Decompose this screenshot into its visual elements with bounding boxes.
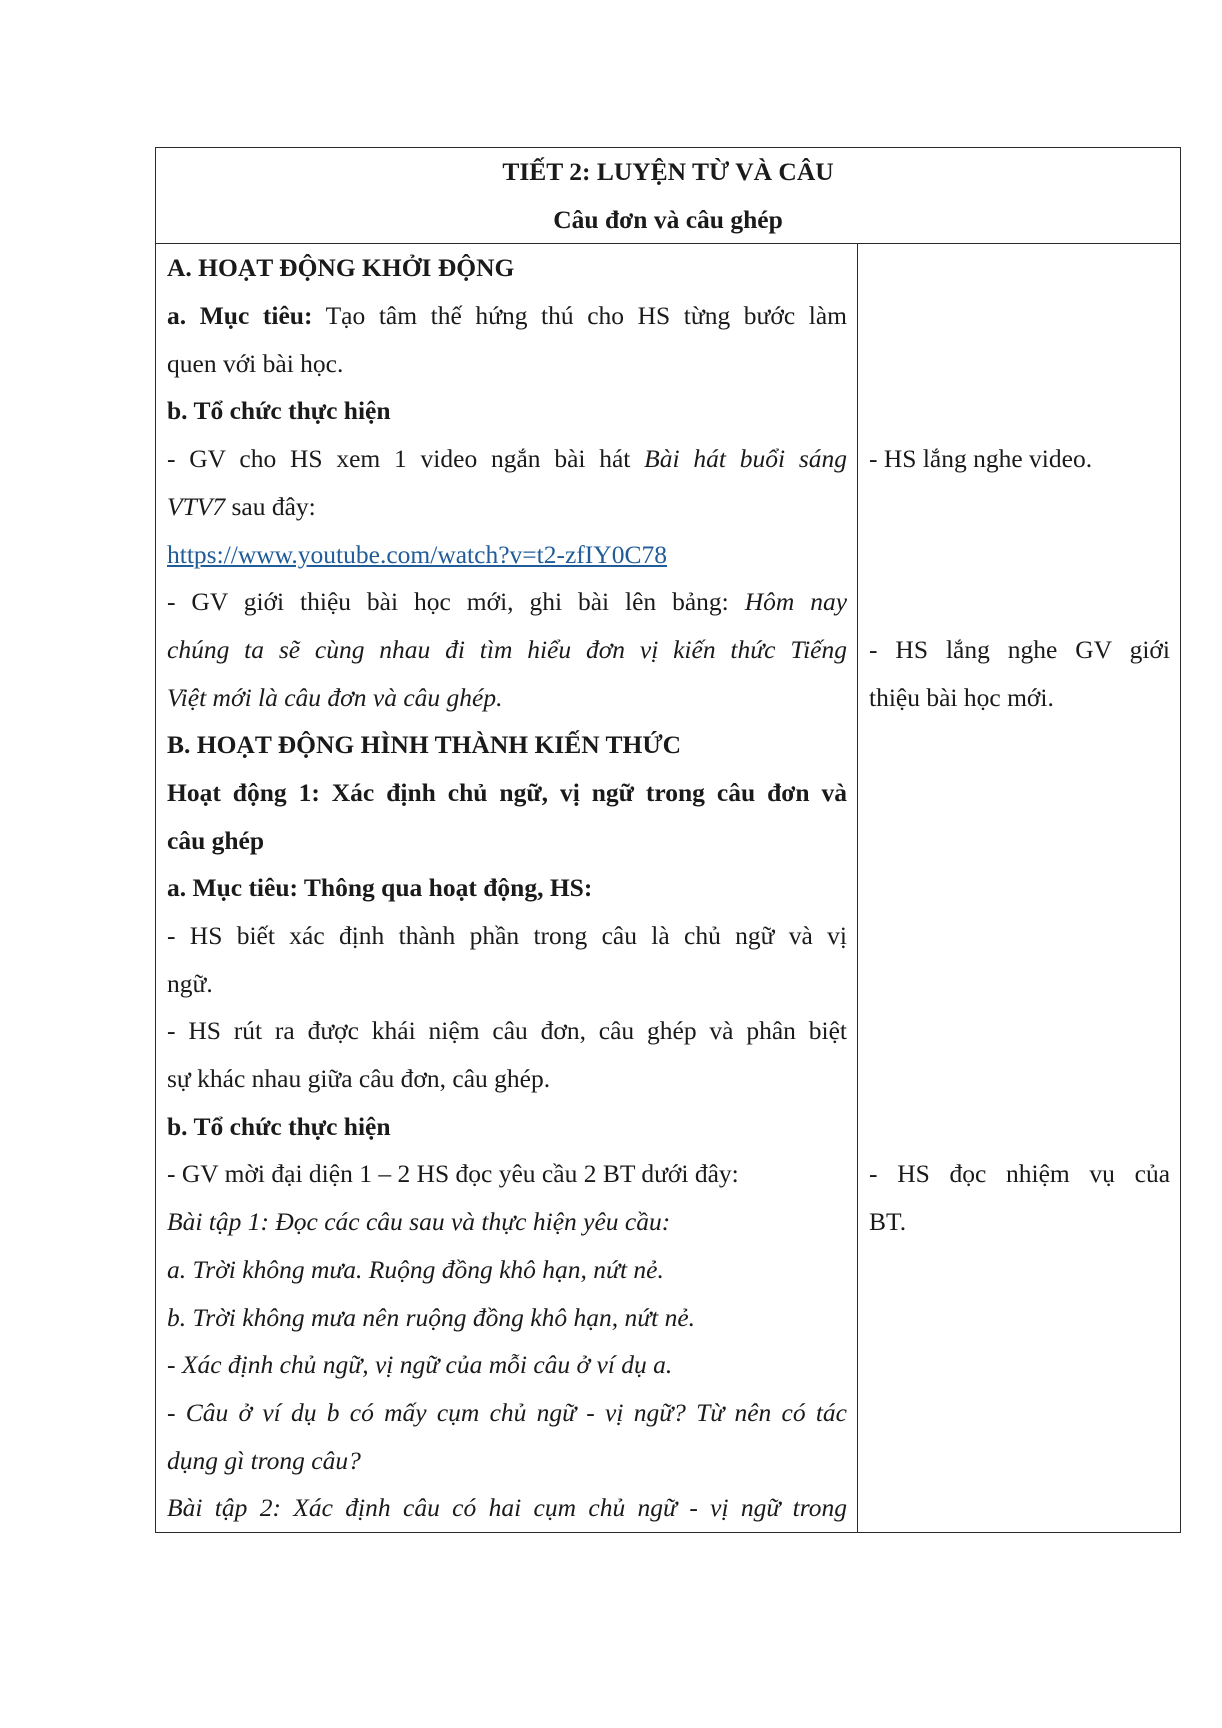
video-song-title-2: VTV7 bbox=[167, 491, 226, 521]
lesson-subtitle: Câu đơn và câu ghép bbox=[553, 204, 783, 234]
video-intro-2: sau đây: bbox=[225, 491, 316, 521]
video-line-1 bbox=[167, 435, 847, 483]
video-intro-1: - GV cho HS xem 1 video ngắn bài hát bbox=[167, 444, 645, 474]
section-a-title: A. HOẠT ĐỘNG KHỞI ĐỘNG bbox=[167, 253, 515, 283]
student-read-task-2: BT. bbox=[869, 1207, 907, 1237]
intro-italic-2: chúng ta sẽ cùng nhau đi tìm hiểu đơn vị kiến thức Tiếng bbox=[167, 634, 847, 664]
exercise1-title: Bài tập 1: Đọc các câu sau và thực hiện yêu cầu: bbox=[167, 1207, 671, 1237]
section-b-title: B. HOẠT ĐỘNG HÌNH THÀNH KIẾN THỨC bbox=[167, 730, 682, 760]
goal-line-1 bbox=[167, 292, 847, 340]
video-line-2 bbox=[167, 483, 847, 531]
student-listen-intro-2: thiệu bài học mới. bbox=[869, 682, 1054, 712]
goal-point1-2: ngữ. bbox=[167, 968, 213, 998]
intro-italic-3: Việt mới là câu đơn và câu ghép. bbox=[167, 682, 503, 712]
intro-line-1 bbox=[167, 578, 847, 626]
exercise1-question-1: - Xác định chủ ngữ, vị ngữ của mỗi câu ở ví dụ a. bbox=[167, 1350, 673, 1380]
student-activity-column bbox=[858, 244, 1181, 1533]
exercise1-question-2b: dụng gì trong câu? bbox=[167, 1445, 361, 1475]
activity1-goal: a. Mục tiêu: Thông qua hoạt động, HS: bbox=[167, 873, 593, 903]
student-read-task-1: - HS đọc nhiệm vụ của bbox=[869, 1159, 1171, 1189]
org-title-2: b. Tổ chức thực hiện bbox=[167, 1111, 391, 1141]
exercise2-title: Bài tập 2: Xác định câu có hai cụm chủ ngữ - vị ngữ trong bbox=[167, 1493, 847, 1523]
exercise1-item-b: b. Trời không mưa nên ruộng đồng khô hạn, nứt nẻ. bbox=[167, 1302, 696, 1332]
goal-point1-1: - HS biết xác định thành phần trong câu là chủ ngữ và vị bbox=[167, 921, 847, 951]
teacher-activity-column bbox=[156, 244, 858, 1533]
student-watch-video: - HS lắng nghe video. bbox=[869, 444, 1093, 474]
goal-point2-2: sự khác nhau giữa câu đơn, câu ghép. bbox=[167, 1064, 551, 1094]
lesson-plan-table bbox=[155, 147, 1181, 1533]
goal-text-2: quen với bài học. bbox=[167, 348, 344, 378]
video-link[interactable]: https://www.youtube.com/watch?v=t2-zfIY0C78 bbox=[167, 539, 667, 569]
goal-label: a. Mục tiêu: bbox=[167, 301, 313, 331]
activity1-title-1: Hoạt động 1: Xác định chủ ngữ, vị ngữ trong câu đơn và bbox=[167, 777, 847, 807]
lesson-title: TIẾT 2: LUYỆN TỪ VÀ CÂU bbox=[502, 157, 834, 186]
invite-text: - GV mời đại diện 1 – 2 HS đọc yêu cầu 2 BT dưới đây: bbox=[167, 1159, 739, 1189]
student-listen-intro-1: - HS lắng nghe GV giới bbox=[869, 634, 1171, 664]
activity1-title-2: câu ghép bbox=[167, 825, 265, 855]
exercise1-question-2a: - Câu ở ví dụ b có mấy cụm chủ ngữ - vị ngữ? Từ nên có tác bbox=[167, 1397, 847, 1427]
video-song-title-1: Bài hát buổi sáng bbox=[644, 444, 847, 474]
table-header-row bbox=[156, 148, 1181, 244]
goal-point2-1: - HS rút ra được khái niệm câu đơn, câu ghép và phân biệt bbox=[167, 1016, 847, 1046]
exercise1-item-a: a. Trời không mưa. Ruộng đồng khô hạn, nứt nẻ. bbox=[167, 1254, 664, 1284]
content-row bbox=[156, 244, 1181, 1533]
intro-text-1: - GV giới thiệu bài học mới, ghi bài lên bảng: bbox=[167, 587, 745, 617]
org-title-1: b. Tổ chức thực hiện bbox=[167, 396, 391, 426]
video-link-line bbox=[167, 531, 847, 579]
intro-italic-1: Hôm nay bbox=[744, 587, 847, 617]
table-header-cell bbox=[156, 148, 1181, 244]
goal-text-1: Tạo tâm thế hứng thú cho HS từng bước làm bbox=[312, 301, 847, 331]
